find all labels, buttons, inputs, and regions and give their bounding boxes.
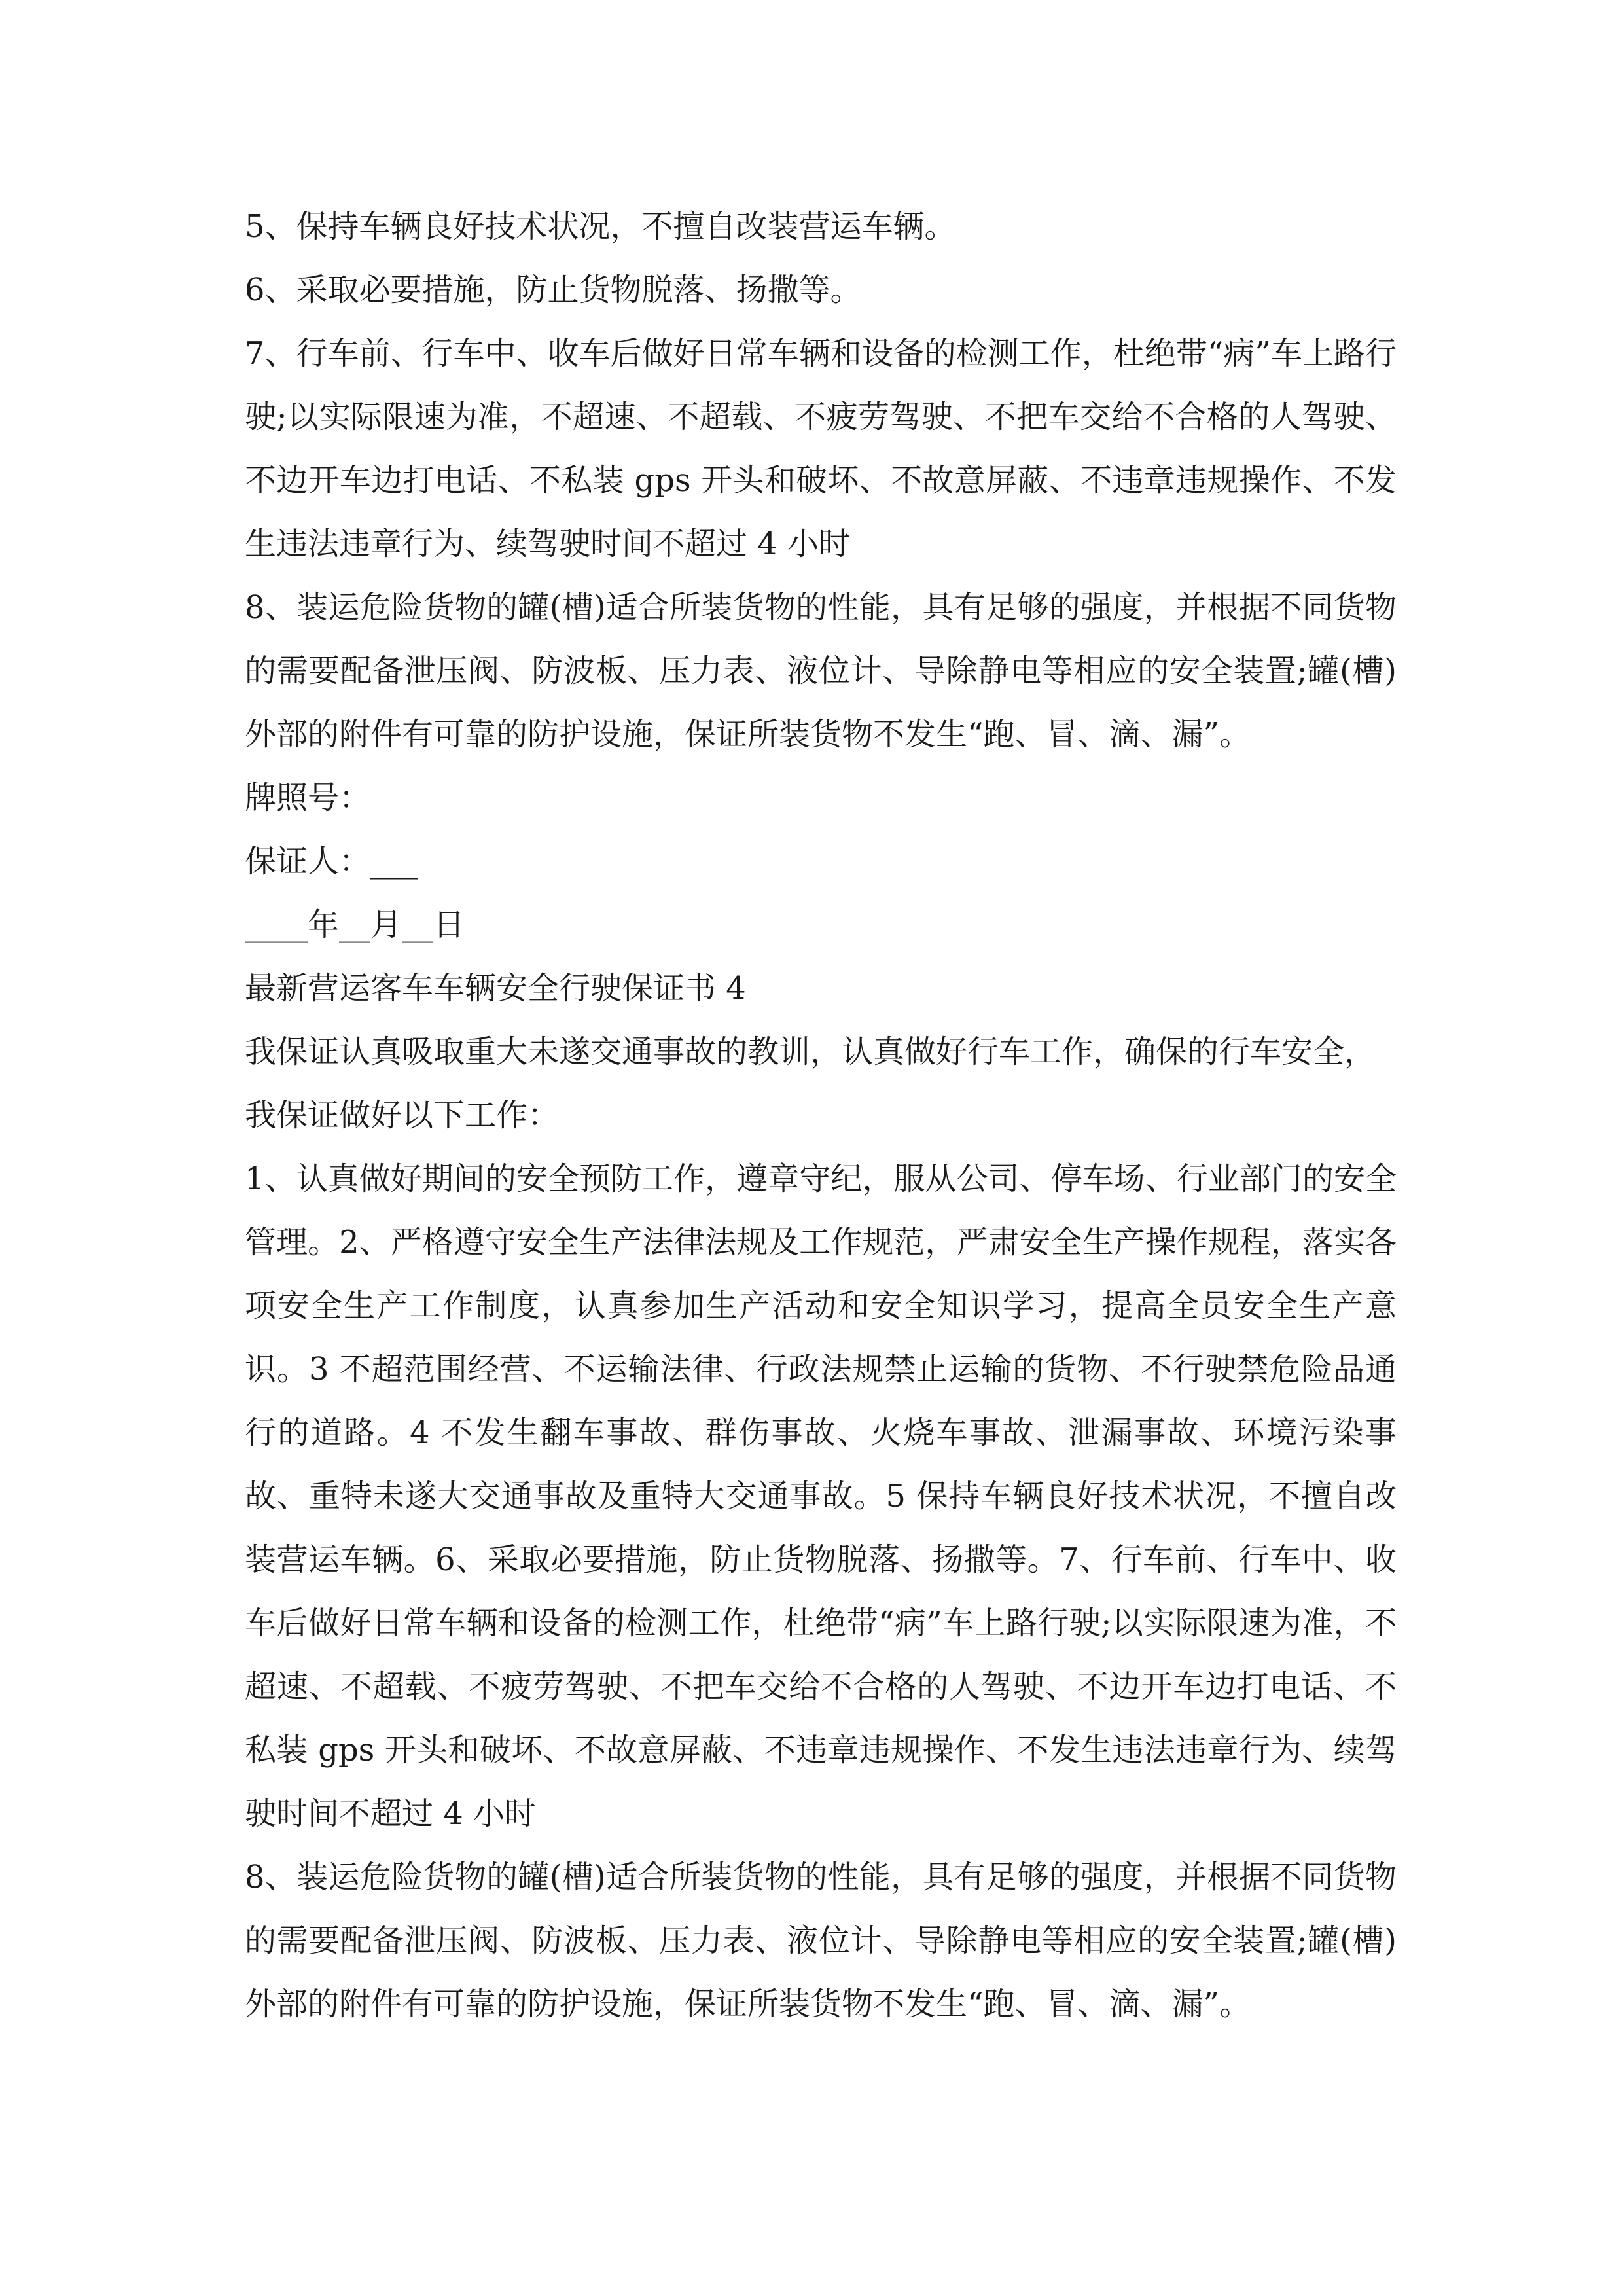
guarantor-field: 保证人：___ [245, 843, 418, 880]
item-6: 6、采取必要措施，防止货物脱落、扬撒等。 [245, 272, 862, 308]
item-7: 7、行车前、行车中、收车后做好日常车辆和设备的检测工作，杜绝带“病”车上路行驶;以实际限速为准，不超速、不超载、不疲劳驾驶、不把车交给不合格的人驾驶、不边开车边打电话、不私装 gps 开头和破坏、不故意屏蔽、不违章违规操作、不发生违法违章行为、续驾驶时间不超过 4 小时 [245, 335, 1397, 562]
item-5: 5、保持车辆良好技术状况，不擅自改装营运车辆。 [245, 208, 956, 245]
section-title: 最新营运客车车辆安全行驶保证书 4 [245, 970, 746, 1007]
item-8: 8、装运危险货物的罐(槽)适合所装货物的性能，具有足够的强度，并根据不同货物的需要配备泄压阀、防波板、压力表、液位计、导除静电等相应的安全装置;罐(槽)外部的附件有可靠的防护设施，保证所装货物不发生“跑、冒、滴、漏”。 [245, 589, 1397, 753]
license-plate-field: 牌照号： [245, 780, 371, 816]
intro-paragraph-cont: 我保证做好以下工作： [245, 1097, 560, 1134]
date-field: ____年__月__日 [245, 906, 465, 943]
document-body [245, 195, 1397, 2036]
item-8-repeat: 8、装运危险货物的罐(槽)适合所装货物的性能，具有足够的强度，并根据不同货物的需要配备泄压阀、防波板、压力表、液位计、导除静电等相应的安全装置;罐(槽)外部的附件有可靠的防护设施，保证所装货物不发生“跑、冒、滴、漏”。 [245, 1859, 1397, 2022]
intro-paragraph: 我保证认真吸取重大未遂交通事故的教训，认真做好行车工作，确保的行车安全， [245, 1033, 1376, 1070]
commitments-paragraph: 1、认真做好期间的安全预防工作，遵章守纪，服从公司、停车场、行业部门的安全管理。2、严格遵守安全生产法律法规及工作规范，严肃安全生产操作规程，落实各项安全生产工作制度，认真参加生产活动和安全知识学习，提高全员安全生产意识。3 不超范围经营、不运输法律、行政法规禁止运输的货物、不行驶禁危险品通行的道路。4 不发生翻车事故、群伤事故、火烧车事故、泄漏事故、环境污染事故、重特未遂大交通事故及重特大交通事故。5 保持车辆良好技术状况，不擅自改装营运车辆。6、采取必要措施，防止货物脱落、扬撒等。7、行车前、行车中、收车后做好日常车辆和设备的检测工作，杜绝带“病”车上路行驶;以实际限速为准，不超速、不超载、不疲劳驾驶、不把车交给不合格的人驾驶、不边开车边打电话、不私装 gps 开头和破坏、不故意屏蔽、不违章违规操作、不发生违法违章行为、续驾驶时间不超过 4 小时 [245, 1160, 1397, 1832]
